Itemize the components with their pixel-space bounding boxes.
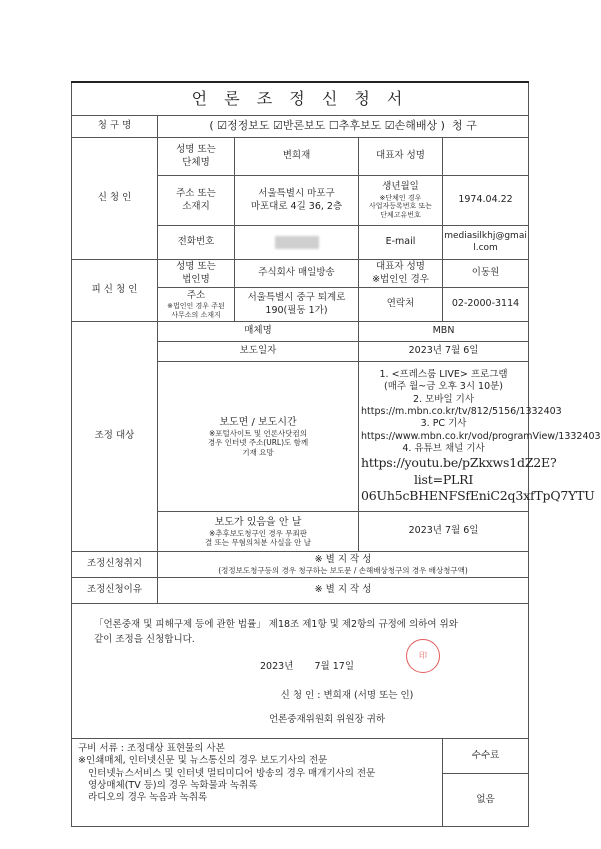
attachments-cell xyxy=(72,739,443,827)
report-item-link[interactable]: https://www.mbn.co.kr/vod/programView/1332403 xyxy=(361,430,601,442)
report-item: 4. 유튜브 채널 기사 xyxy=(402,442,485,454)
respondent-address: 서울특별시 중구 퇴계로 190(필동 1가) xyxy=(235,288,359,322)
declaration-year: 2023년 xyxy=(260,661,294,673)
respondent-rep: 이동원 xyxy=(443,260,529,288)
declaration-text-line2: 같이 조정을 신청합니다. xyxy=(94,633,195,645)
applicant-birth: 1974.04.22 xyxy=(443,176,529,226)
option-damages-checkbox[interactable]: ☑손해배상 xyxy=(384,119,438,133)
purpose-note: (정정보도청구등의 경우 청구하는 보도문 / 손해배상청구의 경우 배상청구액) xyxy=(218,565,468,575)
target-section-label: 조정 대상 xyxy=(72,322,158,552)
declaration-text-line1: 「언론중재 및 피해구제 등에 관한 법률」 제18조 제1항 및 제2항의 규정에 의하여 위와 xyxy=(94,619,458,630)
applicant-birth-label-sub: ※단체인 경우 사업자등록번호 또는 단체고유번호 xyxy=(368,193,433,220)
known-date-label: 보도가 있음을 안 날 xyxy=(214,516,302,528)
report-item: 3. PC 기사 xyxy=(420,418,467,430)
known-date-label-cell xyxy=(158,512,359,552)
applicant-name: 변희재 xyxy=(235,138,359,176)
form-title: 언 론 조 정 신 청 서 xyxy=(191,88,409,108)
request-open-paren: ( xyxy=(209,119,214,133)
request-options xyxy=(158,116,529,138)
applicant-rep-value xyxy=(443,138,529,176)
option-correction-checkbox[interactable]: ☑정정보도 xyxy=(217,119,270,133)
declaration-block xyxy=(72,604,529,739)
report-page-label: 보도면 / 보도시간 xyxy=(219,416,297,428)
option-rebuttal-checkbox[interactable]: ☑반론보도 xyxy=(273,119,326,133)
request-close-paren: ) xyxy=(440,119,445,133)
fee-cell xyxy=(443,739,529,827)
fee-value: 없음 xyxy=(476,794,495,805)
purpose-value: ※ 별 지 작 성 xyxy=(314,553,372,565)
media-value: MBN xyxy=(359,322,529,342)
respondent-rep-label: 대표자 성명 ※법인인 경우 xyxy=(359,260,443,288)
report-date: 2023년 7월 6일 xyxy=(359,342,529,362)
attachment-line: 라디오의 경우 녹음과 녹취록 xyxy=(88,792,208,804)
purpose-cell xyxy=(158,552,529,578)
report-item-link[interactable]: https://m.mbn.co.kr/tv/812/5156/1332403 xyxy=(361,405,562,417)
applicant-address-label: 주소 또는 소재지 xyxy=(158,176,235,226)
known-date: 2023년 7월 6일 xyxy=(359,512,529,552)
request-suffix: 청 구 xyxy=(451,119,477,133)
redacted-phone xyxy=(275,236,319,249)
respondent-contact: 02-2000-3114 xyxy=(443,288,529,322)
declaration-signer: 신 청 인 : 변희재 (서명 또는 인) xyxy=(280,689,414,701)
applicant-birth-label xyxy=(359,176,443,226)
applicant-email: mediasilkhj@gmail.com xyxy=(443,226,529,260)
fee-label: 수수료 xyxy=(443,739,528,774)
report-date-label: 보도일자 xyxy=(158,342,359,362)
report-page-note: ※포털사이트 및 언론사닷컴의 경우 인터넷 주소(URL)도 함께 기재 요망 xyxy=(207,428,309,457)
signature-seal: 印 xyxy=(406,639,440,673)
report-item: 1. <프레스룸 LIVE> 프로그램 xyxy=(379,368,508,380)
declaration-date xyxy=(94,661,520,673)
applicant-birth-label-main: 생년월일 xyxy=(382,181,419,193)
request-label: 청 구 명 xyxy=(72,116,158,138)
declaration-addressee: 언론중재위원회 위원장 귀하 xyxy=(268,714,386,726)
form-table xyxy=(71,81,601,827)
applicant-email-label: E-mail xyxy=(359,226,443,260)
form-title-cell xyxy=(72,82,529,116)
applicant-phone xyxy=(235,226,359,260)
youtube-link-line2[interactable]: 06Uh5cBHENFSfEniC2q3xfTpQ7YTU xyxy=(361,487,595,503)
report-items xyxy=(359,362,601,512)
respondent-contact-label: 연락처 xyxy=(359,288,443,322)
applicant-rep-label: 대표자 성명 xyxy=(359,138,443,176)
youtube-link-line1[interactable]: https://youtu.be/pZkxws1dZ2E?list=PLRI xyxy=(361,455,557,487)
declaration-month-day: 7월 17일 xyxy=(314,661,355,673)
option-followup-checkbox[interactable]: ☐추후보도 xyxy=(328,119,382,133)
reason-value: ※ 별 지 작 성 xyxy=(158,578,529,604)
applicant-name-label: 성명 또는 단체명 xyxy=(158,138,235,176)
attachment-line: ※인쇄매체, 인터넷신문 및 뉴스통신의 경우 보도기사의 전문 xyxy=(78,755,328,767)
purpose-label: 조정신청취지 xyxy=(72,552,158,578)
reason-label: 조정신청이유 xyxy=(72,578,158,604)
media-label: 매체명 xyxy=(158,322,359,342)
applicant-section-label: 신 청 인 xyxy=(72,138,158,260)
respondent-name-label: 성명 또는 법인명 xyxy=(158,260,235,288)
respondent-address-label xyxy=(158,288,235,322)
attachment-line: 인터넷뉴스서비스 및 인터넷 멀티미디어 방송의 경우 매개기사의 전문 xyxy=(88,767,376,779)
respondent-address-label-main: 주소 xyxy=(186,289,206,301)
applicant-address: 서울특별시 마포구 마포대로 4길 36, 2층 xyxy=(235,176,359,226)
applicant-phone-label: 전화번호 xyxy=(158,226,235,260)
attachment-line: 영상매체(TV 등)의 경우 녹화물과 녹취록 xyxy=(88,780,258,792)
report-page-label-cell xyxy=(158,362,359,512)
respondent-address-label-sub: ※법인인 경우 주된 사무소의 소재지 xyxy=(167,301,225,319)
respondent-section-label: 피 신 청 인 xyxy=(72,260,158,322)
respondent-name: 주식회사 매일방송 xyxy=(235,260,359,288)
report-item: (매주 월~금 오후 3시 10분) xyxy=(384,381,504,393)
report-item: 2. 모바일 기사 xyxy=(413,393,475,405)
attachment-line: 구비 서류 : 조정대상 표현물의 사본 xyxy=(78,743,225,754)
known-date-note: ※추후보도청구인 경우 무죄판 결 또는 무혐의처분 사실을 안 날 xyxy=(204,528,312,547)
application-form xyxy=(71,81,601,827)
